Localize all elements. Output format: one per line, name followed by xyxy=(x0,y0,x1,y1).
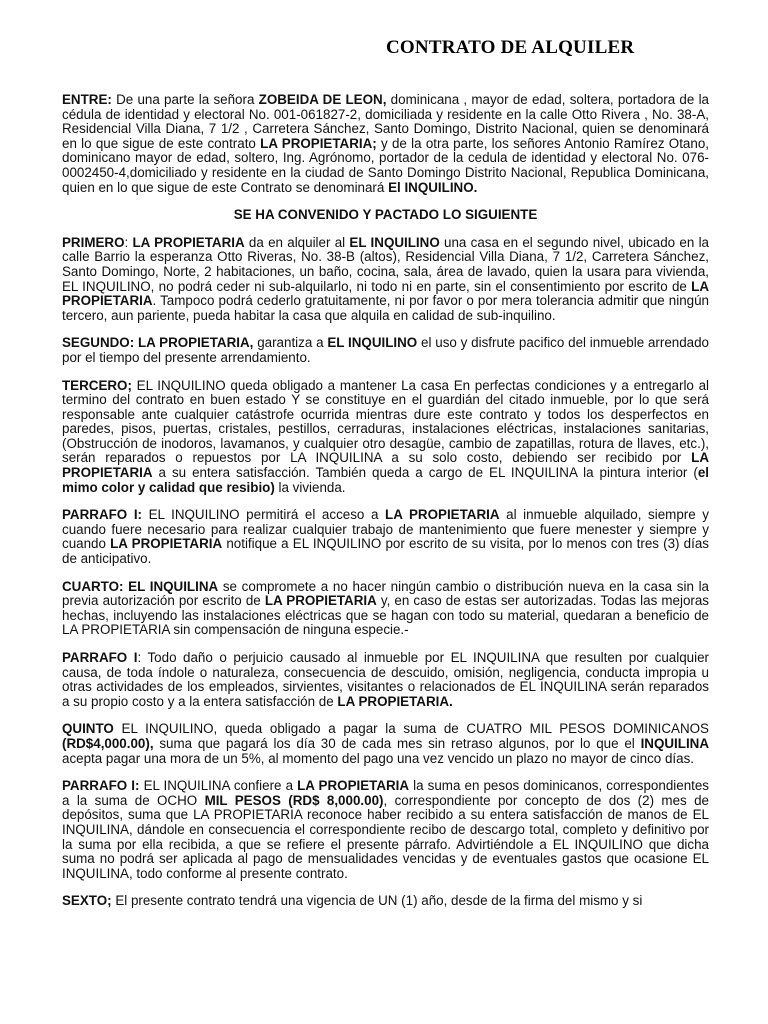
bold-text-run: LA PROPIETARIA xyxy=(385,507,500,523)
text-run: al inmueble alquilado, siempre y cuando fuere necesario para realizar cualquier trabajo de mantenimiento que fuere menester y siempre y cuando xyxy=(62,507,709,552)
bold-text-run: LA PROPIETARIA xyxy=(264,593,377,609)
paragraph-sexto xyxy=(62,894,709,909)
text-run: la suma en pesos dominicanos, correspondientes a la suma de OCHO xyxy=(62,778,710,808)
bold-text-run: INQUILINA xyxy=(640,735,709,751)
bold-text-run: TERCERO; xyxy=(62,377,132,393)
text-run: El presente contrato tendrá una vigencia de UN (1) año, desde de la firma del mismo y si xyxy=(111,893,643,909)
bold-text-run: LA PROPIETARIA xyxy=(132,234,245,250)
text-run: dominicana , mayor de edad, soltera, portadora de la cédula de identidad y electoral No. 001-061827-2, domiciliada y residente en la calle Otto Rivera , No. 38-A, Residencial Villa Diana, 7 1/2 , Carretera Sánchez, Santo Domingo, Distrito Nacional, quien se denominará en lo que sigue de este contrato xyxy=(62,92,709,151)
bold-text-run: LA PROPIETARIA xyxy=(110,536,223,552)
text-run: garantiza a xyxy=(253,335,328,351)
bold-text-run: El INQUILINO. xyxy=(388,179,478,195)
text-run: . Tampoco podrá cederlo gratuitamente, ni por favor o por mera tolerancia admitir que ningún tercero, aun pariente, pueda habitar la casa que alquila en calidad de sub-inquilino. xyxy=(62,293,709,323)
bold-text-run: ZOBEIDA DE LEON, xyxy=(258,92,387,107)
text-run: da en alquiler al xyxy=(244,234,350,250)
text-run: EL INQUILINO queda obligado a mantener La casa En perfectas condiciones y a entregarlo al termino del contrato en buen estado Y se constituye en el guardián del citado inmueble, por lo que será responsable ante cualquier catástrofe ocurrida mientras dure este contrato y todos los desperfectos en paredes, pisos, puertas, cristales, pestillos, cerraduras, instalaciones eléctricas, instalaciones sanitarias, (Obstrucción de inodoros, lavamanos, y cualquier otro desagüe, cambio de zapatillas, rotura de llaves, etc.), serán reparados o repuestos por LA INQUILINA a su solo costo, debiendo ser recibido por xyxy=(62,377,709,466)
text-run: notifique a EL INQUILINO por escrito de su visita, por lo menos con tres (3) días de anticipativo. xyxy=(62,536,709,567)
bold-text-run: ENTRE: xyxy=(62,92,112,107)
bold-text-run: CUARTO: EL INQUILINA xyxy=(62,578,219,594)
text-run: y, en caso de estas ser autorizadas. Todas las mejoras hechas, incluyendo las instalaciones eléctricas que se hagan con todo su material, quedaran a beneficio de LA PROPIETARIA sin compensación de ninguna especie.- xyxy=(62,593,709,638)
text-run: EL INQUILINO, queda obligado a pagar la suma de CUATRO MIL PESOS DOMINICANOS xyxy=(113,721,709,737)
text-run: acepta pagar una mora de un 5%, al momento del pago una vez vencido un plazo no mayor de cinco días. xyxy=(62,750,694,766)
bold-text-run: (RD$4,000.00), xyxy=(62,735,154,751)
text-run: : xyxy=(124,234,133,250)
bold-text-run: EL INQUILINO xyxy=(349,234,440,250)
text-run: : Todo daño o perjuicio causado al inmueble por EL INQUILINA que resulten por cualquier causa, de toda índole o naturaleza, consecuencia de descuido, omisión, negligencia, conducta impropia u otras actividades de los empleados, sirvientes, visitantes o relacionados de EL INQUILINA serán reparados a su propio costo y a la entera satisfacción de xyxy=(62,650,710,709)
paragraph-parrafo-1-cuarto xyxy=(62,651,709,709)
paragraph-parrafo-1-tercero xyxy=(62,508,709,566)
paragraph-primero xyxy=(62,236,709,324)
bold-text-run: SEGUNDO: LA PROPIETARIA, xyxy=(62,335,254,351)
section-heading: SE HA CONVENIDO Y PACTADO LO SIGUIENTE xyxy=(233,207,538,223)
bold-text-run: PRIMERO xyxy=(62,234,125,250)
text-run: a su entera satisfacción. También queda a cargo de EL INQUILINA la pintura interior ( xyxy=(152,465,698,481)
bold-text-run: QUINTO xyxy=(62,721,114,737)
bold-text-run: EL INQUILINO xyxy=(327,335,418,351)
document-body xyxy=(62,93,709,922)
document-title: CONTRATO DE ALQUILER xyxy=(386,37,635,58)
text-run: EL INQUILINA confiere a xyxy=(139,778,298,794)
paragraph-parrafo-1-quinto xyxy=(62,779,709,881)
paragraph-tercero xyxy=(62,379,709,496)
text-run: la vivienda. xyxy=(274,479,346,495)
text-run: EL INQUILINO permitirá el acceso a xyxy=(142,507,386,523)
text-run: una casa en el segundo nivel, ubicado en la calle Barrio la esperanza Otto Riveras, No. 38-B (altos), Residencial Villa Diana, 7 1/2, Carretera Sánchez, Santo Domingo, Norte, 2 habitaciones, un baño, cocina, sala, área de lavado, quien la usara para vivienda, EL INQUILINO, no podrá ceder ni sub-alquilarlo, ni todo ni en parte, sin el consentimiento por escrito de xyxy=(62,234,709,294)
paragraph-quinto xyxy=(62,722,709,766)
bold-text-run: el mimo color y calidad que resibio) xyxy=(62,465,709,495)
bold-text-run: LA PROPIETARIA xyxy=(62,278,709,309)
bold-text-run: LA PROPIETARIA; xyxy=(260,135,377,151)
text-run: De una parte la señora xyxy=(111,92,259,107)
bold-text-run: PARRAFO I: xyxy=(62,507,143,523)
bold-text-run: SEXTO; xyxy=(62,893,112,909)
text-run: , correspondiente por concepto de dos (2) mes de depósitos, suma que LA PROPIETARIA reconoce haber recibido a su entera satisfacción de manos de EL INQUILINA, dándole en consecuencia el correspondiente recibo de descargo total, completo y definitivo por la suma por ella recibida, a que se refiere el presente párrafo. Advirtiéndole a EL INQUILINO que dicha suma no podrá ser aplicada al pago de mensualidades vencidas y de eventuales gastos que ocasione EL INQUILINA, todo conforme al presente contrato. xyxy=(62,792,709,881)
bold-text-run: PARRAFO I xyxy=(62,650,138,665)
bold-text-run: LA PROPIETARIA xyxy=(297,778,410,794)
paragraph-segundo xyxy=(62,336,709,365)
bold-text-run: MIL PESOS (RD$ 8,000.00) xyxy=(204,792,384,808)
text-run: y de la otra parte, los señores Antonio Ramírez Otano, dominicano mayor de edad, soltero, Ing. Agrónomo, portador de la cedula de identidad y electoral No. 076-0002450-4,domiciliado y residente en la ciudad de Santo Domingo Distrito Nacional, Republica Dominicana, quien en lo que sigue de este Contrato se denominará xyxy=(62,135,709,195)
paragraph-entre xyxy=(62,93,709,195)
paragraph-cuarto xyxy=(62,580,709,638)
text-run: suma que pagará los día 30 de cada mes sin retraso algunos, por lo que el xyxy=(153,735,641,751)
bold-text-run: LA PROPIETARIA xyxy=(62,450,709,481)
bold-text-run: PARRAFO I: xyxy=(62,778,140,794)
bold-text-run: LA PROPIETARIA. xyxy=(337,693,453,709)
text-run: se compromete a no hacer ningún cambio o distribución nueva en la casa sin la previa autorización por escrito de xyxy=(62,578,709,609)
text-run: el uso y disfrute pacifico del inmueble arrendado por el tiempo del presente arrendamiento. xyxy=(62,335,710,365)
